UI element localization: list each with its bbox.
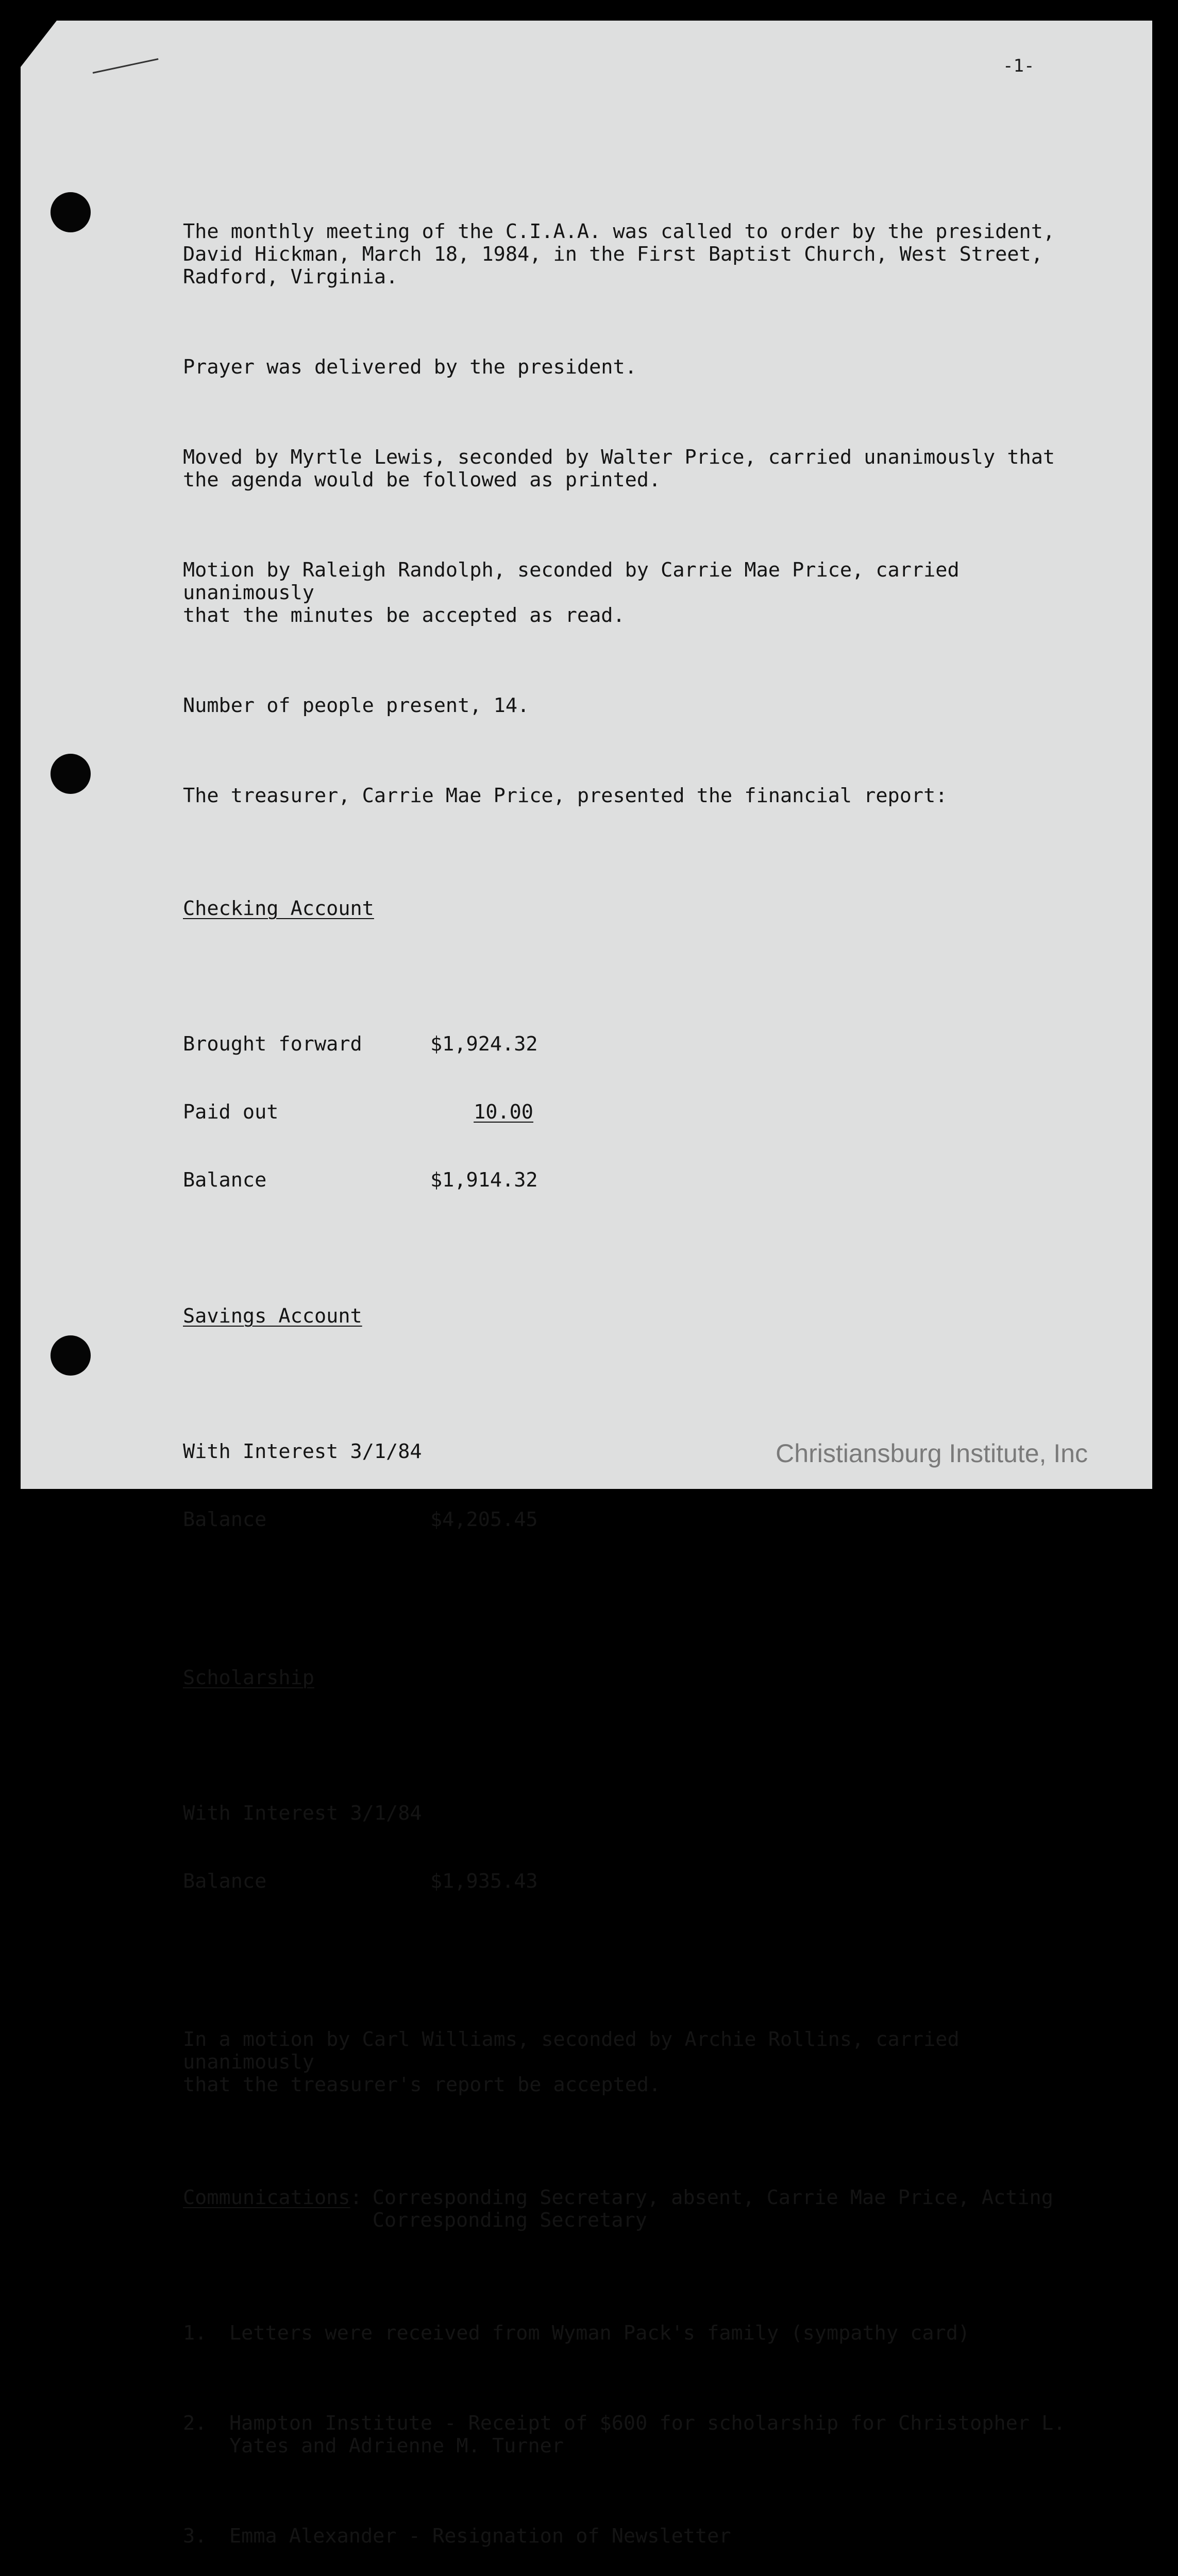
checking-paid-out-row — [183, 1101, 1100, 1124]
punch-hole-bottom — [51, 1335, 91, 1376]
savings-interest-label: With Interest 3/1/84 — [183, 1440, 422, 1463]
scholarship-balance-amount: $1,935.43 — [430, 1870, 538, 1893]
checking-heading: Checking Account — [183, 897, 374, 920]
minutes-motion: Motion by Raleigh Randolph, seconded by Carrie Mae Price, carried unanimously that the minutes be accepted as read. — [183, 558, 960, 627]
page-number: -1- — [1003, 56, 1035, 76]
checking-brought-forward-row — [183, 1033, 1100, 1056]
scholarship-balance-label: Balance — [183, 1870, 267, 1893]
savings-balance-row — [183, 1509, 1100, 1531]
paid-out-label: Paid out — [183, 1100, 279, 1124]
checking-balance-label: Balance — [183, 1168, 267, 1192]
scholarship-interest-row — [183, 1802, 1100, 1825]
checking-balance-row — [183, 1169, 1100, 1192]
checking-section — [183, 897, 1100, 920]
item-text: Letters were received from Wyman Pack's family (sympathy card) — [229, 2321, 970, 2345]
pen-mark — [93, 58, 159, 74]
punch-hole-middle — [51, 754, 91, 794]
treasurer-report-motion: In a motion by Carl Williams, seconded by Archie Rollins, carried unanimously that the treasurer's report be accepted. — [183, 2028, 960, 2096]
savings-heading: Savings Account — [183, 1304, 362, 1328]
item-number: 3. — [183, 2524, 207, 2548]
savings-table — [183, 1395, 1100, 1577]
scholarship-balance-row — [183, 1870, 1100, 1893]
minutes-body — [183, 175, 1100, 2576]
item-number: 1. — [183, 2321, 207, 2345]
item-text: Emma Alexander - Resignation of Newsletter — [229, 2524, 731, 2548]
communications-heading-wrap — [183, 2187, 362, 2232]
prayer-paragraph: Prayer was delivered by the president. — [183, 355, 637, 379]
communications-section — [183, 2187, 1100, 2232]
communication-item-1 — [183, 2322, 1100, 2345]
paid-out-amount: 10.00 — [474, 1100, 533, 1124]
brought-forward-amount: $1,924.32 — [430, 1032, 538, 1056]
folded-corner — [21, 21, 57, 67]
savings-balance-amount: $4,205.45 — [430, 1508, 538, 1531]
communications-text: Corresponding Secretary, absent, Carrie Mae Price, Acting Corresponding Secretary — [372, 2186, 1053, 2232]
scholarship-table — [183, 1757, 1100, 1938]
scholarship-heading: Scholarship — [183, 1666, 314, 1689]
document-page — [21, 21, 1152, 2548]
agenda-motion: Moved by Myrtle Lewis, seconded by Walter Price, carried unanimously that the agenda would be followed as printed. — [183, 446, 1055, 492]
scholarship-section — [183, 1667, 1100, 1689]
opening-paragraph: The monthly meeting of the C.I.A.A. was called to order by the president, David Hickman, March 18, 1984, in the First Baptist Church, West Street, Radford, Virginia. — [183, 220, 1055, 289]
attendance-paragraph: Number of people present, 14. — [183, 694, 530, 717]
communication-item-3 — [183, 2525, 1100, 2548]
savings-balance-label: Balance — [183, 1508, 267, 1531]
savings-section — [183, 1305, 1100, 1328]
communications-colon: : — [350, 2186, 362, 2209]
treasurer-intro: The treasurer, Carrie Mae Price, presented the financial report: — [183, 784, 948, 807]
item-number: 2. — [183, 2412, 207, 2435]
item-text: Hampton Institute - Receipt of $600 for scholarship for Christopher L. Yates and Adrienne M. Turner — [229, 2412, 1066, 2458]
communication-item-2 — [183, 2412, 1100, 2458]
communications-heading: Communications — [183, 2186, 350, 2209]
brought-forward-label: Brought forward — [183, 1032, 362, 1056]
punch-hole-top — [51, 192, 91, 232]
checking-balance-amount: $1,914.32 — [430, 1168, 538, 1192]
checking-table — [183, 988, 1100, 1237]
scholarship-interest-label: With Interest 3/1/84 — [183, 1802, 422, 1825]
watermark: Christiansburg Institute, Inc — [776, 1439, 1088, 1468]
